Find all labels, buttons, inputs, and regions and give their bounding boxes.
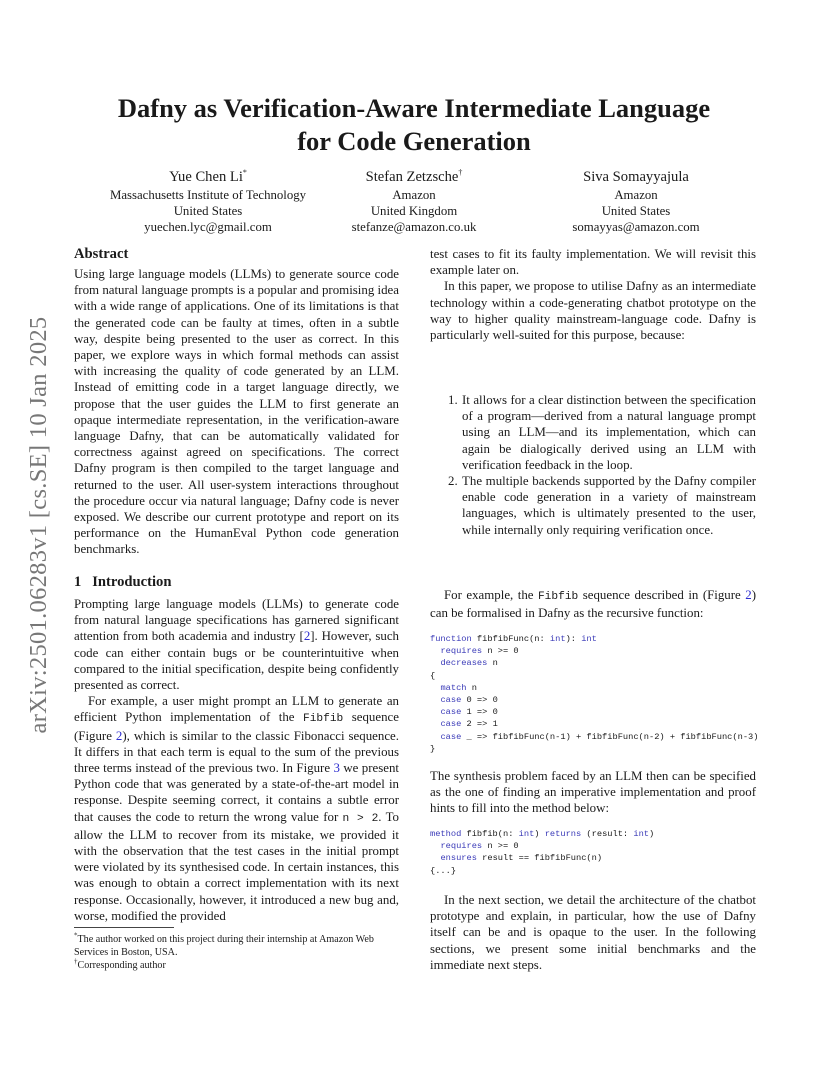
inline-code: Fibfib — [537, 591, 579, 603]
paragraph-next-section: In the next section, we detail the architecture of the chatbot prototype and explain, in particular, how the use of Dafny itself can be and is opaque to the user. In the following sections, we present some initial benchmarks and the immediate next steps. — [430, 893, 756, 972]
section-heading — [74, 573, 399, 591]
paper-title — [40, 92, 788, 158]
abstract-heading: Abstract — [74, 246, 129, 262]
author-mark: † — [458, 168, 463, 178]
citation-link[interactable]: 2 — [303, 629, 311, 644]
arxiv-stamp: arXiv:2501.06283v1 [cs.SE] 10 Jan 2025 — [25, 316, 52, 734]
author-name: Siva Somayyajula — [583, 169, 689, 185]
footnote-rule — [74, 927, 174, 928]
intro-paragraph-1: Prompting large language models (LLMs) to generate code from natural language specifications has garnered significant attention from both academia and industry [2]. However, such code can either contain bugs or be counterintuitive when compared to the initial specification, despite being confidently presented as correct. — [74, 597, 399, 693]
paragraph-propose: In this paper, we propose to utilise Dafny as an intermediate technology within a code-generating chatbot prototype on the way to higher quality mainstream-language code. Dafny is particularly well-suited for this purpose, because: — [430, 279, 756, 343]
code-block-fibfibfunc: function fibfibFunc(n: int): int requires n >= 0 decreases n { match n case 0 => 0 case 1 => 0 case 2 => 1 case _ => fibfibFunc(n-1) + fibfibFunc(n-2) + fibfibFunc(n-3) } — [430, 634, 759, 754]
section-title: Introduction — [92, 574, 172, 590]
list-item: 2. The multiple backends supported by the Dafny compiler enable code generation in a variety of mainstream languages, which is ultimately presented to the user, while internally only requiring verification once. — [448, 474, 756, 537]
author-country: United States — [601, 204, 671, 219]
author-affiliation: Amazon — [392, 188, 436, 202]
author-affiliation: Massachusetts Institute of Technology — [109, 188, 307, 202]
section-number: 1 — [74, 574, 82, 590]
author-block-2 — [289, 168, 539, 236]
author-email: yuechen.lyc@gmail.com — [144, 220, 272, 235]
author-email: somayyas@amazon.com — [572, 220, 700, 235]
intro-paragraph-2: For example, a user might prompt an LLM to generate an efficient Python implementation of the Fibfib sequence (Figure 2), which is similar to the classic Fibonacci sequence. It differs in that each term is equal to the sum of the previous three terms instead of the previous two. In Figure 3 we present Python code that was generated by a state-of-the-art model in response. Despite seeming correct, it contains a subtle error that causes the code to return the wrong value for n > 2. To allow the LLM to recover from its mistake, we provided it with the observation that the test cases in the initial prompt were violated by its synthesised code. In certain instances, this was enough to obtain a correct implementation with its next response. Occasionally, however, it introduced a new bug and, worse, modified the provided — [74, 694, 400, 923]
author-block-3 — [511, 168, 761, 236]
inline-code: n > 2 — [342, 812, 379, 825]
inline-code: Fibfib — [302, 713, 344, 726]
right-column-top — [430, 246, 756, 343]
author-country: United Kingdom — [370, 204, 458, 219]
author-name: Yue Chen Li — [169, 169, 243, 185]
footnote-2: †Corresponding author — [74, 957, 166, 971]
advantages-list — [430, 392, 756, 538]
introduction-section — [74, 573, 399, 924]
author-name: Stefan Zetzsche — [365, 169, 459, 185]
figure-link[interactable]: 2 — [745, 588, 752, 602]
author-affiliation: Amazon — [614, 188, 658, 202]
figure-link[interactable]: 3 — [333, 761, 340, 776]
author-mark: * — [242, 168, 247, 178]
author-country: United States — [173, 204, 243, 219]
title-line-1: Dafny as Verification-Aware Intermediate Language — [117, 93, 711, 123]
author-email: stefanze@amazon.co.uk — [351, 220, 477, 235]
title-line-2: for Code Generation — [297, 126, 531, 156]
list-item: 1. It allows for a clear distinction between the specification of a program—derived from a natural language prompt using an LLM—and its implementation, which can again be dialogically derived using an LLM with verification feedback in the loop. — [448, 393, 756, 472]
figure-link[interactable]: 2 — [115, 728, 123, 743]
paragraph-synthesis: The synthesis problem faced by an LLM then can be specified as the one of finding an imperative implementation and proof hints to fill into the method below: — [430, 769, 756, 816]
code-block-fibfib-method: method fibfib(n: int) returns (result: int) requires n >= 0 ensures result == fibfibFunc(n) {...} — [430, 829, 655, 876]
abstract-section — [74, 245, 399, 558]
paragraph-continued: test cases to fit its faulty implementation. We will revisit this example later on. — [430, 247, 756, 278]
abstract-text: Using large language models (LLMs) to generate source code from natural language prompts is a popular and promising idea with a wide range of applications. One of its limitations is that the generated code can be faulty at times, often in a subtle way, despite being presented to the user as correct. In this paper, we explore ways in which formal methods can assist with increasing the quality of code generated by an LLM. Instead of emitting code in a target language directly, we propose that the user guides the LLM to first generate an opaque intermediate representation, in the verification-aware language Dafny, that can be automatically validated for correctness against agreed on specifications. The correct Dafny program is then compiled to the target language and returned to the user. All user-system interactions throughout the procedure occur via natural language; Dafny code is never exposed. We describe our current prototype and report on its performance on the HumanEval Python code generation benchmarks. — [74, 267, 399, 557]
paragraph-example: For example, the Fibfib sequence described in (Figure 2) can be formalised in Dafny as the recursive function: — [430, 588, 756, 621]
footnote-1: *The author worked on this project during their internship at Amazon Web Services in Boston, USA. — [74, 931, 374, 959]
